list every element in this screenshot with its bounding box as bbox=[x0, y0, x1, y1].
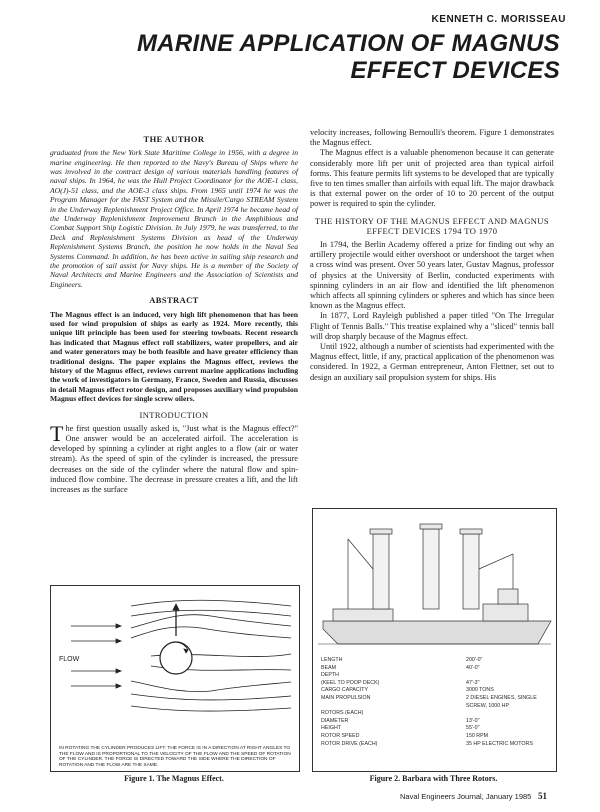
introduction-text bbox=[50, 420, 298, 495]
spec-label: MAIN PROPULSION bbox=[321, 694, 371, 701]
spec-label: ROTORS (EACH) bbox=[321, 710, 364, 717]
article-title bbox=[40, 30, 560, 84]
rigging-1 bbox=[348, 539, 373, 569]
author-bio: graduated from the New York State Maritime College in 1956, with a degree in marine engineering. He then reported to the Navy's Bureau of Ships where he was involved in the contract design of various materials handling features of naval ships. In 1964, he was the Hull Project Coordinator for the AOE-1 class, AO(J)-51 class, and the AOE-3 class ships. From 1965 until 1974 he was the Program Manager for the FAST System and the Missile/Cargo STREAM System in the Underway Replenishment Project Office. In April 1974 he became head of the Underway Replenishment Improvement Branch in the Amphibious and Combat Support Ship Logistic Division. In July 1979, he was transferred, to the Deck and Replenishment Systems Division as head of the Underway Replenishment Systems Branch, the position he now holds in the Naval Sea Systems Command. In addition, he has been active in sailing ship research and the promotion of sail assist for Navy ships. He is a member of the Society of Naval Architects and Marine Engineers and the Association of Scientists and Engineers. bbox=[50, 148, 298, 289]
figure-1-explanation: IN ROTATING THE CYLINDER PRODUCES LIFT. THE FORCE IS IN A DIRECTION AT RIGHT ANGLES TO THE FLOW AND IS PROPORTIONAL TO THE VELOCITY OF THE FLOW AND THE SPEED OF ROTATION OF THE CYLINDER. THE FORCE IS DIRECTED TOWARD THE SIDE WHERE THE DIRECTION OF ROTATION AND THE FLOW ARE THE SAME. bbox=[59, 746, 291, 768]
abstract-text: The Magnus effect is an induced, very high lift phenomenon that has been used for wind propulsion of ships as early as 1924. More recently, this unique lift principle has been used for steering towboats. Recent research has indicated that Magnus effect roll stabilizers, water propellers, and air and water generators may be both feasible and have greater efficiency than traditional designs. The paper explains the Magnus effect, reviews the history of the Magnus effect, reviews current marine applications including the work of investigators in Germany, France, Sweden and Russia, discusses in detail Magnus effect rotor design, and proposes auxiliary wind propulsion Magnus effect devices for single screw oilers. bbox=[50, 309, 298, 404]
rotor-ship-drawing bbox=[313, 509, 556, 654]
title-line-2: EFFECT DEVICES bbox=[350, 57, 560, 84]
spec-row bbox=[321, 680, 546, 688]
magnus-flow-diagram bbox=[51, 586, 299, 736]
spec-label: ROTOR DRIVE (EACH) bbox=[321, 740, 378, 747]
introduction-body: he first question usually asked is, "Just what is the Magnus effect?" One answer would be an accelerated airfoil. The acceleration is developed by spinning a cylinder at right angles to a flow (air or water stream). As the speed of spin of the cylinder is increased, the pressure decreases on the side of the cylinder where the natural flow and spin-induced flow combine. The decrease in pressure creates a lift, and the lift increases as the surface bbox=[50, 423, 298, 494]
title-line-1: MARINE APPLICATION OF MAGNUS bbox=[136, 30, 560, 57]
spec-value: 55'-0" bbox=[466, 725, 480, 732]
flow-label: FLOW bbox=[59, 656, 80, 663]
journal-footer: Naval Engineers Journal, January 1985 bbox=[400, 792, 532, 801]
spec-row bbox=[321, 695, 546, 710]
history-heading: THE HISTORY OF THE MAGNUS EFFECT AND MAGNUS EFFECT DEVICES 1794 TO 1970 bbox=[315, 215, 549, 236]
right-column bbox=[310, 128, 554, 383]
paragraph-5: Until 1922, although a number of scientists had experimented with the Magnus effect, little, if any, practical application of the phenomenon was considered. In 1922, a German entrepreneur, Anton Flettner, set out to design an auxiliary sail propulsion system for ships. His bbox=[310, 342, 554, 382]
spec-value: 35 HP ELECTRIC MOTORS bbox=[466, 740, 533, 747]
paragraph-1: velocity increases, following Bernoulli's theorem. Figure 1 demonstrates the Magnus effect. bbox=[310, 128, 554, 148]
spec-value: 200'-0" bbox=[466, 657, 483, 663]
spec-value bbox=[466, 672, 546, 680]
spec-label: HEIGHT bbox=[321, 725, 342, 732]
spec-label: DEPTH bbox=[321, 672, 339, 679]
page-number: 51 bbox=[538, 791, 547, 801]
bridge bbox=[498, 589, 518, 604]
rigging-2 bbox=[479, 554, 513, 569]
ship-hull bbox=[323, 621, 551, 644]
author-heading: THE AUTHOR bbox=[143, 134, 205, 144]
streamline-1 bbox=[131, 600, 291, 606]
paragraph-2: The Magnus effect is a valuable phenomenon because it can generate considerably more lift per unit of projected area than typical airfoil forms. This feature permits lift systems to be developed that are typically five to ten times smaller than airfoils with equal lift. The major drawback is that external power on the order of 10 to 20 percent of the output power is required to spin the cylinder. bbox=[310, 148, 554, 209]
streamline-2 bbox=[131, 610, 291, 616]
left-column bbox=[50, 128, 298, 495]
drop-cap: T bbox=[50, 420, 64, 446]
introduction-heading: INTRODUCTION bbox=[139, 409, 209, 420]
spec-row bbox=[321, 665, 546, 673]
spec-row bbox=[321, 725, 546, 733]
superstructure bbox=[483, 604, 528, 621]
spec-label: DIAMETER bbox=[321, 717, 349, 724]
forecastle bbox=[333, 609, 393, 621]
streamline-4 bbox=[131, 627, 291, 638]
rotor-3-cap bbox=[460, 529, 482, 534]
figure-2-barbara bbox=[312, 508, 557, 772]
spec-label: (KEEL TO POOP DECK) bbox=[321, 679, 380, 686]
streamline-5 bbox=[131, 681, 291, 692]
spec-row bbox=[321, 718, 546, 726]
spec-row bbox=[321, 672, 546, 680]
streamline-7 bbox=[131, 706, 291, 711]
figure-2-caption: Figure 2. Barbara with Three Rotors. bbox=[369, 774, 498, 783]
abstract-heading: ABSTRACT bbox=[149, 295, 199, 306]
spec-label: CARGO CAPACITY bbox=[321, 687, 368, 694]
spec-value: 150 RPM bbox=[466, 732, 489, 739]
spec-label: ROTOR SPEED bbox=[321, 732, 360, 739]
spec-label: LENGTH bbox=[321, 657, 343, 663]
streamline-6 bbox=[131, 694, 291, 700]
spec-row bbox=[321, 687, 546, 695]
spec-value: 2 DIESEL ENGINES, SINGLE SCREW, 1000 HP bbox=[466, 694, 537, 709]
spec-value: 47'-3" bbox=[466, 679, 480, 686]
author-name: KENNETH C. MORISSEAU bbox=[431, 14, 566, 25]
rotor-1-cap bbox=[370, 529, 392, 534]
spec-row bbox=[321, 741, 546, 749]
spec-row bbox=[321, 657, 546, 665]
spec-row bbox=[321, 710, 546, 718]
rotor-2 bbox=[423, 529, 439, 609]
rotor-1 bbox=[373, 534, 389, 609]
figure-1-caption: Figure 1. The Magnus Effect. bbox=[124, 774, 224, 783]
figure-1-magnus-effect bbox=[50, 585, 300, 772]
streamline-3 bbox=[131, 615, 291, 628]
paragraph-4: In 1877, Lord Rayleigh published a paper titled "On The Irregular Flight of Tennis Balls." This treatise explained why a "sliced" tennis ball will drop sharply because of the Magnus effect. bbox=[310, 311, 554, 341]
rotor-3 bbox=[463, 534, 479, 609]
rotor-2-cap bbox=[420, 524, 442, 529]
spec-row bbox=[321, 733, 546, 741]
spec-label: BEAM bbox=[321, 664, 337, 671]
paragraph-3: In 1794, the Berlin Academy offered a prize for finding out why an artillery projectile would either overshoot or undershoot the target when a cross wind was present. Over 50 years later, Gustav Magnus, professor of physics at the University of Berlin, conducted experiments with spinning cylinders in an air flow and identified the lift phenomenon which affects all spinning cylinders or spheres and which has since been known as the Magnus effect. bbox=[310, 240, 554, 311]
ship-specifications bbox=[321, 657, 546, 748]
spec-value: 13'-0" bbox=[466, 717, 480, 724]
spec-value: 3000 TONS bbox=[466, 687, 494, 694]
spec-value: 40'-0" bbox=[466, 664, 480, 671]
spec-value bbox=[466, 710, 546, 718]
